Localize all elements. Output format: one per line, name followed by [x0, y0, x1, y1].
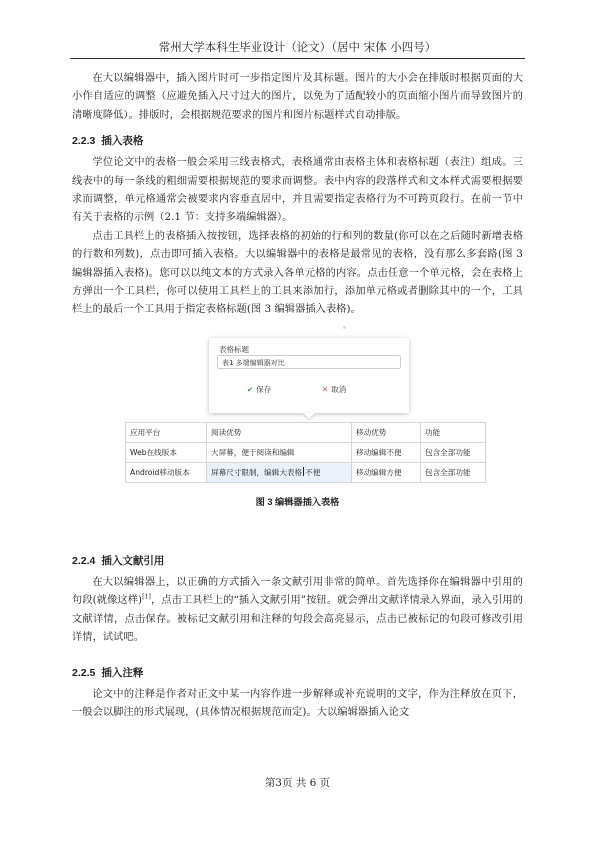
cell-text-after-cursor: 不便	[305, 467, 321, 477]
cancel-label: 取消	[331, 384, 347, 394]
table-header-cell[interactable]: 阅读优势	[207, 422, 352, 442]
editor-table	[125, 422, 486, 483]
x-icon: ✕	[322, 384, 329, 394]
page-header	[70, 36, 525, 59]
page-footer	[0, 775, 595, 790]
paragraph-image-insertion: 在大以编辑器中，插入图片时可一步指定图片及其标题。图片的大小会在排版时根据页面的大小作自适应的调整（应避免插入尺寸过大的图片，以免为了适配较小的页面缩小图片而导致图片的清晰度降低）。排版时，会根据规范要求的图片和图片标题样式自动排版。	[72, 73, 523, 121]
caption-field-label: 表格标题	[219, 344, 249, 354]
section-heading-2-2-4	[72, 552, 523, 570]
paragraph-table-format: 学位论文中的表格一般会采用三线表格式，表格通常由表格主体和表格标题（表注）组成。三线表中的每一条线的粗细需要根据规范的要求而调整。表中内容的段落样式和文本样式需要根据要求而调整，单元格通常会被要求内容垂直居中，并且需要指定表格行为不可跨页段行。在前一节中有关于表格的示例（2.1 节：支持多端编辑器）。	[72, 157, 523, 224]
table-header-cell[interactable]: 应用平台	[126, 422, 207, 442]
table-cell[interactable]: 移动编辑方便	[352, 462, 421, 482]
citation-marker[interactable]: [1]	[142, 593, 151, 601]
section-number: 2.2.5	[72, 666, 96, 679]
table-header-row	[126, 422, 486, 442]
citation-text-before: 在大以编辑器上，以正确的方式插入一条文献引用非常的简单。首先选择你在编辑器中引用的句段(就像这样)	[72, 576, 523, 607]
section-heading-2-2-3	[72, 132, 523, 150]
page-number: 第3页 共 6 页	[264, 777, 331, 789]
table-cell[interactable]: 包含全部功能	[421, 442, 486, 462]
table-cell-selected[interactable]	[207, 462, 352, 482]
section-heading-2-2-5	[72, 664, 523, 682]
caption-input[interactable]: 表1 多端编辑器对比	[217, 355, 401, 369]
page-body	[72, 70, 523, 722]
table-cell[interactable]: Android移动版本	[126, 462, 207, 482]
save-label: 保存	[256, 384, 272, 394]
table-row	[126, 442, 486, 462]
section-number: 2.2.4	[72, 554, 96, 567]
section-title: 插入注释	[101, 666, 144, 679]
table-cell[interactable]: 大屏幕，便于阅读和编辑	[207, 442, 352, 462]
dialog-pointer	[303, 413, 315, 419]
section-number: 2.2.3	[72, 135, 96, 148]
table-cell[interactable]: 包含全部功能	[421, 462, 486, 482]
header-title: 常州大学本科生毕业设计（论文）（居中 宋体 小四号）	[158, 40, 437, 54]
table-cell[interactable]: 移动编辑不便	[352, 442, 421, 462]
citation-text-after: ，点击工具栏上的“插入文献引用”按钮。就会弹出文献详情录入界面，录入引用的文献详情，点击保存。被标记文献引用和注释的句段会高亮显示，点击已被标记的句段可修改引用详情，试试吧。	[72, 595, 523, 644]
table-caption-dialog	[209, 338, 409, 413]
cell-text: 屏幕尺寸限制，编辑大表格	[211, 467, 303, 477]
paragraph-table-insert: 点击工具栏上的表格插入按按钮，选择表格的初始的行和列的数量(你可以在之后随时新增表格的行数和列数)，点击即可插入表格。大以编辑器中的表格是最常见的表格，没有那么多套路(图 3 编辑器插入表格)。您可以以纯文本的方式录入各单元格的内容。点击任意一个单元格，会在表格上方弹出一个工具栏，你可以使用工具栏上的工具来添加行，添加单元格或者删除其中的一个，工具栏上的最后一个工具用于指定表格标题(图 3 编辑器插入表格)。	[72, 230, 523, 316]
figure-editor-table	[72, 320, 523, 552]
save-button[interactable]	[247, 384, 271, 395]
table-header-cell[interactable]: 功能	[421, 422, 486, 442]
table-header-cell[interactable]: 移动优势	[352, 422, 421, 442]
check-icon: ✔	[247, 384, 254, 394]
section-title: 插入表格	[101, 135, 144, 148]
table-row	[126, 462, 486, 482]
table-cell[interactable]: Web在线版本	[126, 442, 207, 462]
figure-caption: 图 3 编辑器插入表格	[255, 496, 340, 507]
paragraph-footnote: 论文中的注释是作者对正文中某一内容作进一步解释或补充说明的文字，作为注释放在页下，一般会以脚注的形式展现，(具体情况根据规范而定)。大以编辑器插入论文	[72, 688, 523, 718]
decorative-dot	[343, 326, 346, 329]
text-cursor	[303, 467, 304, 476]
cancel-button[interactable]	[322, 384, 346, 395]
section-title: 插入文献引用	[101, 554, 165, 567]
paragraph-citation	[72, 574, 523, 648]
